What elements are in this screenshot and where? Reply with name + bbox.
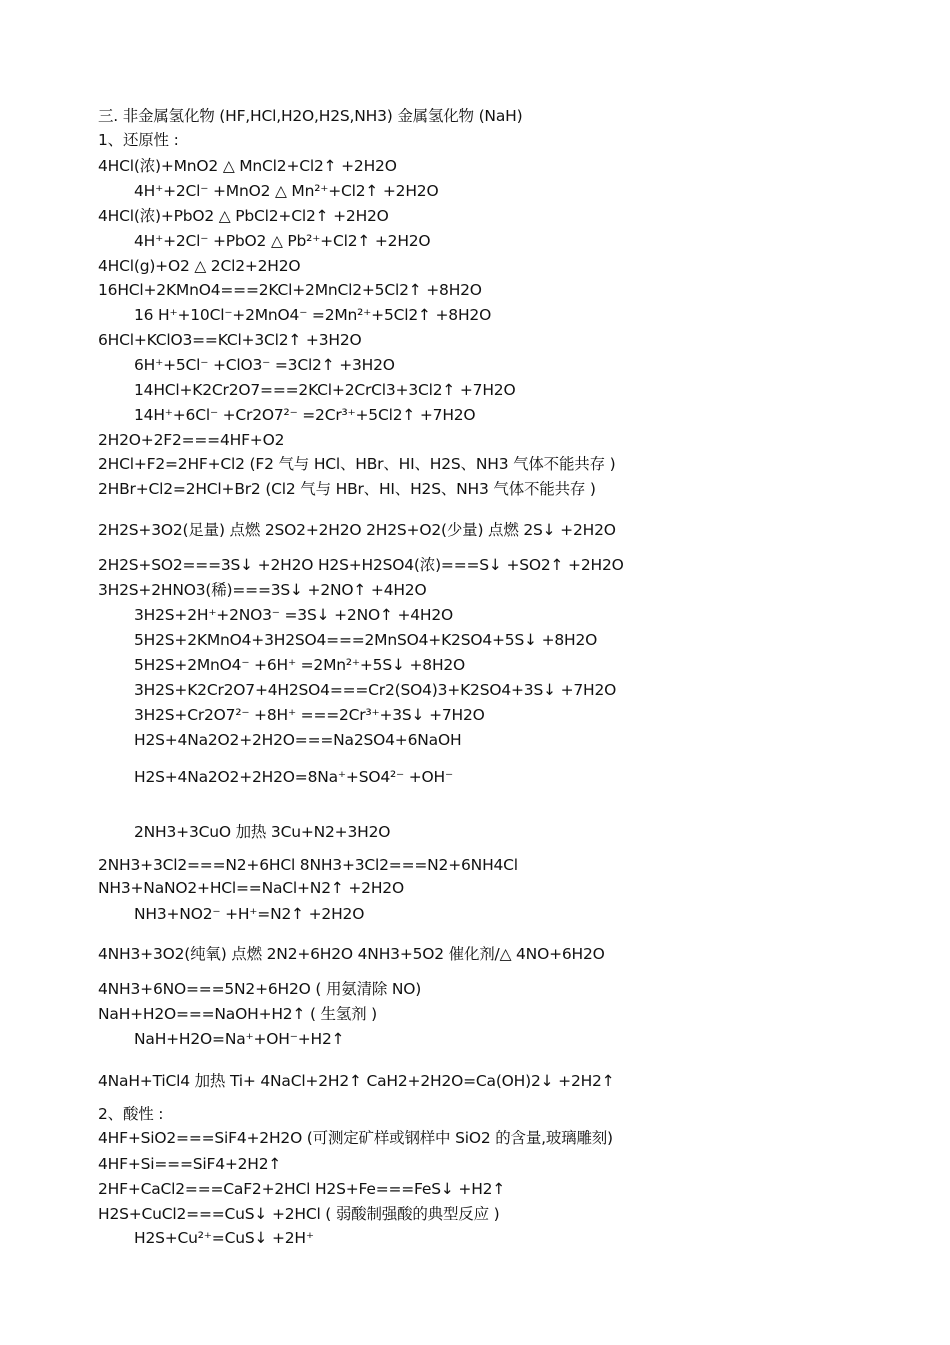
ionic-equation-line: 4H⁺+2Cl⁻ +MnO2 △ Mn²⁺+Cl2↑ +2H2O	[134, 182, 439, 200]
equation-line: H2S+CuCl2===CuS↓ +2HCl ( 弱酸制强酸的典型反应 )	[98, 1205, 500, 1223]
ionic-equation-line: H2S+Cu²⁺=CuS↓ +2H⁺	[134, 1229, 314, 1247]
equation-line: 4HF+SiO2===SiF4+2H2O (可测定矿样或钢样中 SiO2 的含量,玻璃雕刻)	[98, 1129, 613, 1147]
ionic-equation-line: 3H2S+Cr2O7²⁻ +8H⁺ ===2Cr³⁺+3S↓ +7H2O	[134, 706, 485, 724]
ionic-equation-line: H2S+4Na2O2+2H2O=8Na⁺+SO4²⁻ +OH⁻	[134, 768, 453, 786]
equation-line: 6HCl+KClO3==KCl+3Cl2↑ +3H2O	[98, 331, 362, 349]
ionic-equation-line: 4H⁺+2Cl⁻ +PbO2 △ Pb²⁺+Cl2↑ +2H2O	[134, 232, 431, 250]
equation-line: NH3+NaNO2+HCl==NaCl+N2↑ +2H2O	[98, 879, 404, 897]
equation-line: 4NH3+6NO===5N2+6H2O ( 用氨清除 NO)	[98, 980, 422, 998]
equation-line: 2H2S+SO2===3S↓ +2H2O H2S+H2SO4(浓)===S↓ +SO2↑ +2H2O	[98, 556, 624, 574]
ionic-equation-line: 5H2S+2MnO4⁻ +6H⁺ =2Mn²⁺+5S↓ +8H2O	[134, 656, 466, 674]
equation-line: 2NH3+3CuO 加热 3Cu+N2+3H2O	[134, 823, 391, 841]
equation-line: 2HF+CaCl2===CaF2+2HCl H2S+Fe===FeS↓ +H2↑	[98, 1180, 506, 1198]
ionic-equation-line: 3H2S+2H⁺+2NO3⁻ =3S↓ +2NO↑ +4H2O	[134, 606, 454, 624]
equation-line: 4NaH+TiCl4 加热 Ti+ 4NaCl+2H2↑ CaH2+2H2O=Ca(OH)2↓ +2H2↑	[98, 1072, 615, 1090]
equation-line: 2H2O+2F2===4HF+O2	[98, 431, 285, 449]
equation-line: 3H2S+K2Cr2O7+4H2SO4===Cr2(SO4)3+K2SO4+3S↓ +7H2O	[134, 681, 617, 699]
equation-line: 2NH3+3Cl2===N2+6HCl 8NH3+3Cl2===N2+6NH4Cl	[98, 856, 518, 874]
equation-line: 4HCl(浓)+MnO2 △ MnCl2+Cl2↑ +2H2O	[98, 157, 397, 175]
ionic-equation-line: 16 H⁺+10Cl⁻+2MnO4⁻ =2Mn²⁺+5Cl2↑ +8H2O	[134, 306, 492, 324]
equation-line: 2HBr+Cl2=2HCl+Br2 (Cl2 气与 HBr、HI、H2S、NH3 气体不能共存 )	[98, 480, 596, 498]
ionic-equation-line: NaH+H2O=Na⁺+OH⁻+H2↑	[134, 1030, 345, 1048]
equation-line: 4HCl(浓)+PbO2 △ PbCl2+Cl2↑ +2H2O	[98, 207, 389, 225]
equation-line: 4HCl(g)+O2 △ 2Cl2+2H2O	[98, 257, 301, 275]
equation-line: 4NH3+3O2(纯氧) 点燃 2N2+6H2O 4NH3+5O2 催化剂/△ 4NO+6H2O	[98, 945, 605, 963]
equation-line: 2H2S+3O2(足量) 点燃 2SO2+2H2O 2H2S+O2(少量) 点燃 2S↓ +2H2O	[98, 521, 616, 539]
ionic-equation-line: 6H⁺+5Cl⁻ +ClO3⁻ =3Cl2↑ +3H2O	[134, 356, 395, 374]
equation-line: 4HF+Si===SiF4+2H2↑	[98, 1155, 282, 1173]
section-heading: 三. 非金属氢化物 (HF,HCl,H2O,H2S,NH3) 金属氢化物 (NaH)	[98, 107, 523, 125]
ionic-equation-line: NH3+NO2⁻ +H⁺=N2↑ +2H2O	[134, 905, 365, 923]
equation-line: 2HCl+F2=2HF+Cl2 (F2 气与 HCl、HBr、HI、H2S、NH3 气体不能共存 )	[98, 455, 616, 473]
equation-line: H2S+4Na2O2+2H2O===Na2SO4+6NaOH	[134, 731, 462, 749]
subsection-heading-acidic: 2、酸性 :	[98, 1105, 164, 1123]
equation-line: NaH+H2O===NaOH+H2↑ ( 生氢剂 )	[98, 1005, 378, 1023]
equation-line: 3H2S+2HNO3(稀)===3S↓ +2NO↑ +4H2O	[98, 581, 427, 599]
ionic-equation-line: 14H⁺+6Cl⁻ +Cr2O7²⁻ =2Cr³⁺+5Cl2↑ +7H2O	[134, 406, 476, 424]
equation-line: 16HCl+2KMnO4===2KCl+2MnCl2+5Cl2↑ +8H2O	[98, 281, 482, 299]
subsection-heading-reducing: 1、还原性 :	[98, 131, 179, 149]
equation-line: 5H2S+2KMnO4+3H2SO4===2MnSO4+K2SO4+5S↓ +8H2O	[134, 631, 598, 649]
equation-line: 14HCl+K2Cr2O7===2KCl+2CrCl3+3Cl2↑ +7H2O	[134, 381, 516, 399]
